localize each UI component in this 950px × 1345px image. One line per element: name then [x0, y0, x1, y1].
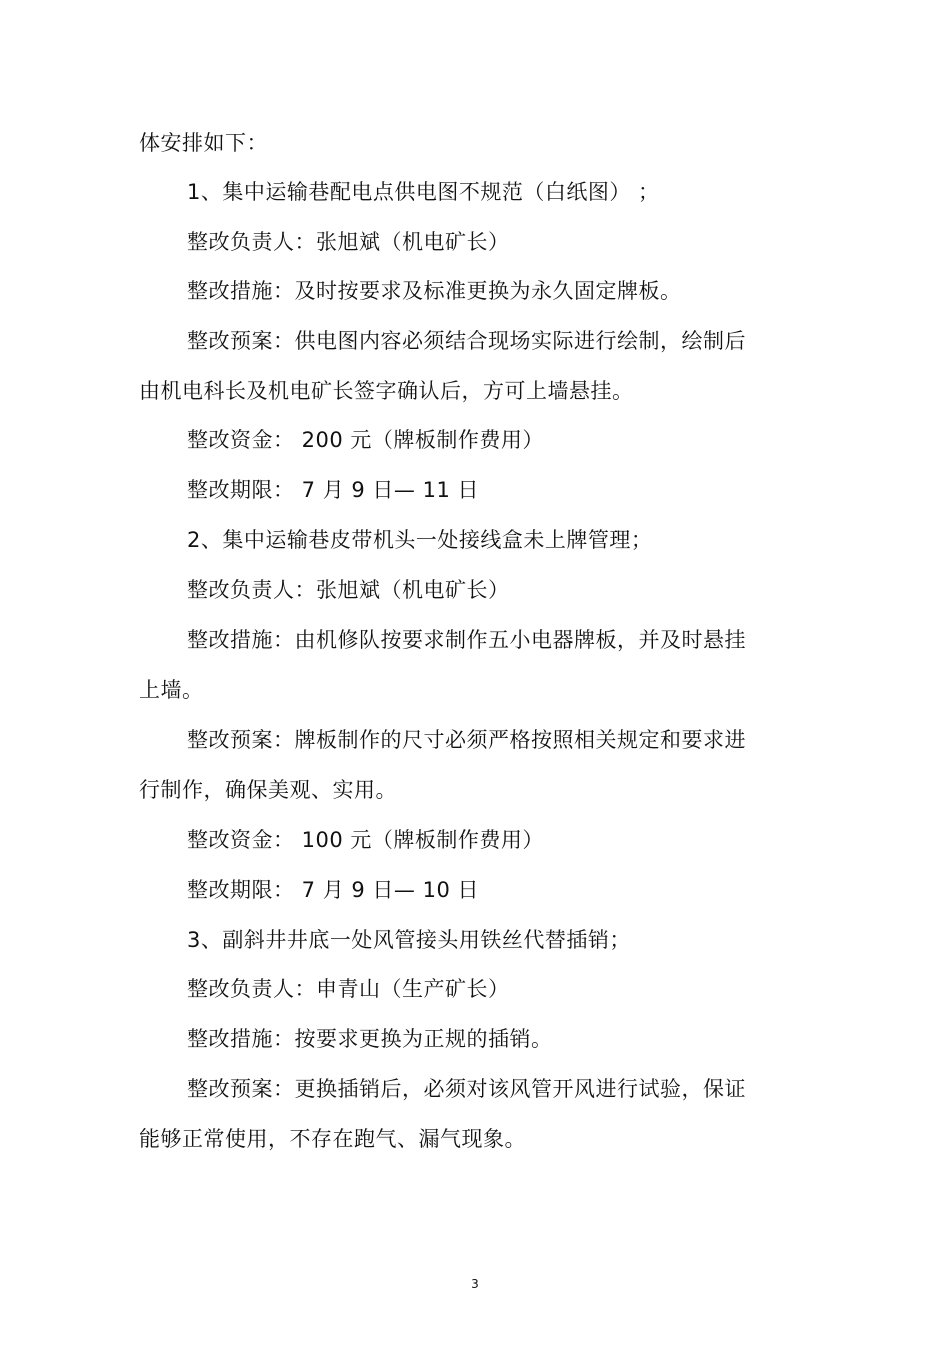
item-2-measures: 整改措施：由机修队按要求制作五小电器牌板，并及时悬挂 — [187, 628, 746, 652]
item-2-plan-continued: 行制作，确保美观、实用。 — [139, 778, 397, 802]
item-1-responsible: 整改负责人：张旭斌（机电矿长） — [187, 230, 510, 254]
item-1-plan: 整改预案：供电图内容必须结合现场实际进行绘制，绘制后 — [187, 329, 746, 353]
item-1-plan-continued: 由机电科长及机电矿长签字确认后，方可上墙悬挂。 — [139, 379, 634, 403]
item-2-deadline: 整改期限： 7 月 9 日— 10 日 — [187, 878, 479, 902]
item-2-funds: 整改资金： 100 元（牌板制作费用） — [187, 828, 544, 852]
item-1-deadline: 整改期限： 7 月 9 日— 11 日 — [187, 478, 479, 502]
item-1-funds: 整改资金： 200 元（牌板制作费用） — [187, 428, 544, 452]
item-3-responsible: 整改负责人：申青山（生产矿长） — [187, 977, 510, 1001]
text-line: 体安排如下： — [139, 131, 268, 155]
item-3-heading: 3、副斜井井底一处风管接头用铁丝代替插销； — [187, 928, 631, 952]
item-2-heading: 2、集中运输巷皮带机头一处接线盒未上牌管理； — [187, 528, 653, 552]
item-2-plan: 整改预案：牌板制作的尺寸必须严格按照相关规定和要求进 — [187, 728, 746, 752]
item-3-plan: 整改预案：更换插销后，必须对该风管开风进行试验，保证 — [187, 1077, 746, 1101]
page-number: 3 — [471, 1277, 479, 1291]
item-2-measures-continued: 上墙。 — [139, 678, 204, 702]
item-3-plan-continued: 能够正常使用，不存在跑气、漏气现象。 — [139, 1127, 526, 1151]
item-1-heading: 1、集中运输巷配电点供电图不规范（白纸图） ； — [187, 180, 660, 204]
item-1-measures: 整改措施：及时按要求及标准更换为永久固定牌板。 — [187, 279, 682, 303]
item-3-measures: 整改措施：按要求更换为正规的插销。 — [187, 1027, 553, 1051]
item-2-responsible: 整改负责人：张旭斌（机电矿长） — [187, 578, 510, 602]
